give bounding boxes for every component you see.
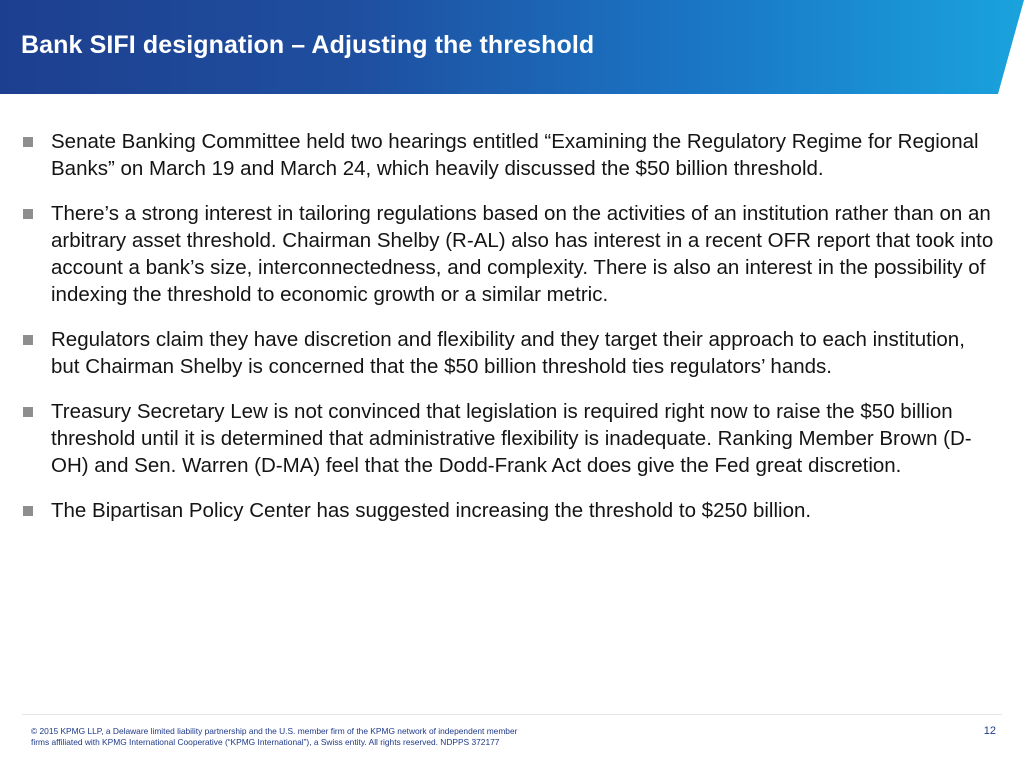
square-bullet-icon (23, 209, 33, 219)
footer-divider (22, 714, 1002, 715)
bullet-text: The Bipartisan Policy Center has suggested increasing the threshold to $250 billion. (51, 499, 812, 522)
square-bullet-icon (23, 506, 33, 516)
copyright-line-1: © 2015 KPMG LLP, a Delaware limited liability partnership and the U.S. member firm of the KPMG network of independent member (31, 726, 518, 736)
bullet-item (22, 128, 997, 182)
bullet-item (22, 398, 997, 479)
bullet-item (22, 326, 997, 380)
bullet-text: There’s a strong interest in tailoring regulations based on the activities of an institution rather than on an arbitrary asset threshold. Chairman Shelby (R-AL) also has interest in a recent OFR report that took into account a bank’s size, interconnectedness, and complexity. There is also an interest in the possibility of indexing the threshold to economic growth or a similar metric. (51, 202, 994, 306)
page-number: 12 (983, 725, 996, 737)
copyright-notice (31, 726, 591, 747)
bullet-text: Regulators claim they have discretion and flexibility and they target their approach to each institution, but Chairman Shelby is concerned that the $50 billion threshold ties regulators’ hands. (51, 328, 965, 378)
bullet-text: Senate Banking Committee held two hearings entitled “Examining the Regulatory Regime for Regional Banks” on March 19 and March 24, which heavily discussed the $50 billion threshold. (51, 130, 979, 180)
copyright-line-2: firms affiliated with KPMG International Cooperative (“KPMG International”), a Swiss entity. All rights reserved. NDPPS 372177 (31, 736, 500, 747)
bullet-text: Treasury Secretary Lew is not convinced that legislation is required right now to raise the $50 billion threshold until it is determined that administrative flexibility is inadequate. Ranking Member Brown (D-OH) and Sen. Warren (D-MA) feel that the Dodd-Frank Act does give the Fed great discretion. (51, 400, 972, 477)
bullet-item (22, 497, 997, 524)
bullet-item (22, 200, 997, 308)
bullet-list (22, 128, 997, 542)
square-bullet-icon (23, 407, 33, 417)
square-bullet-icon (23, 335, 33, 345)
slide-title: Bank SIFI designation – Adjusting the threshold (21, 31, 595, 59)
square-bullet-icon (23, 137, 33, 147)
